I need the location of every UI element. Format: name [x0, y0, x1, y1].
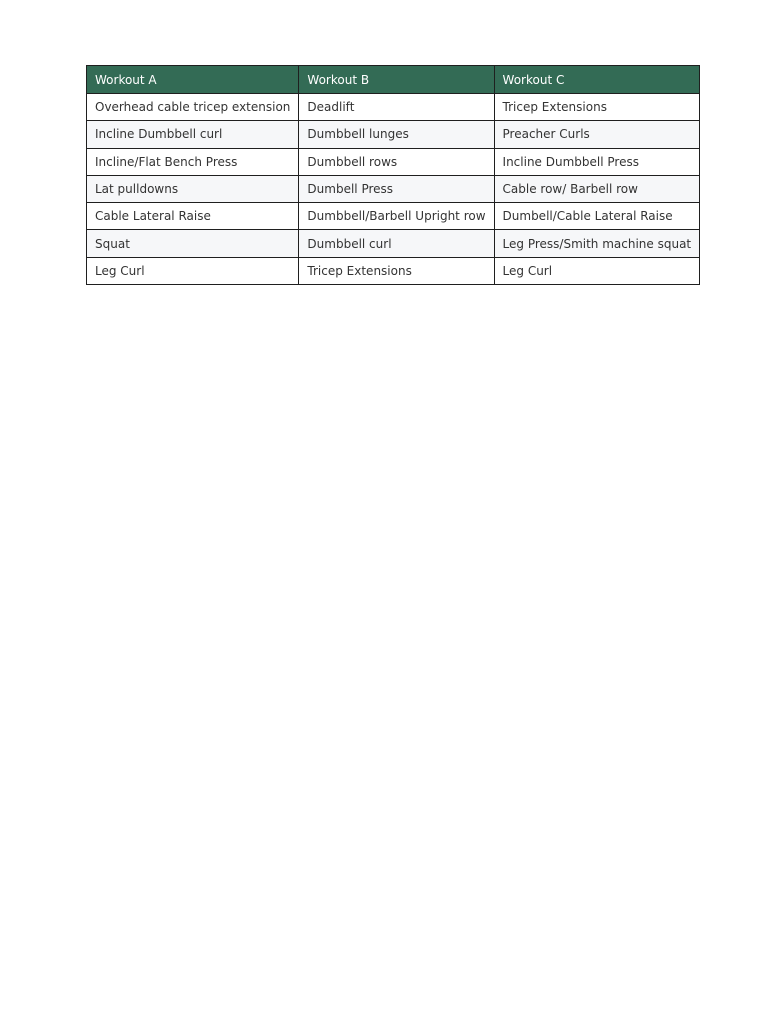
header-workout-c: Workout C: [494, 66, 700, 94]
table-cell: Overhead cable tricep extension: [87, 94, 299, 121]
table-header-row: [87, 66, 700, 94]
table-row: [87, 175, 700, 202]
header-workout-a: Workout A: [87, 66, 299, 94]
workout-table: [86, 65, 700, 285]
table-cell: Tricep Extensions: [494, 94, 700, 121]
table-cell: Incline Dumbbell Press: [494, 148, 700, 175]
table-cell: Dumbell/Cable Lateral Raise: [494, 203, 700, 230]
table-row: [87, 148, 700, 175]
table-cell: Dumbbell/Barbell Upright row: [299, 203, 494, 230]
table-cell: Incline Dumbbell curl: [87, 121, 299, 148]
table-cell: Deadlift: [299, 94, 494, 121]
table-cell: Cable row/ Barbell row: [494, 175, 700, 202]
table-row: [87, 203, 700, 230]
table-row: [87, 257, 700, 284]
table-cell: Leg Press/Smith machine squat: [494, 230, 700, 257]
table-cell: Dumbbell rows: [299, 148, 494, 175]
table-cell: Cable Lateral Raise: [87, 203, 299, 230]
table-cell: Dumbell Press: [299, 175, 494, 202]
table-cell: Lat pulldowns: [87, 175, 299, 202]
table-row: [87, 94, 700, 121]
table-cell: Squat: [87, 230, 299, 257]
table-cell: Leg Curl: [494, 257, 700, 284]
table-row: [87, 230, 700, 257]
table-cell: Incline/Flat Bench Press: [87, 148, 299, 175]
header-workout-b: Workout B: [299, 66, 494, 94]
table-cell: Dumbbell lunges: [299, 121, 494, 148]
table-row: [87, 121, 700, 148]
table-cell: Tricep Extensions: [299, 257, 494, 284]
table-cell: Preacher Curls: [494, 121, 700, 148]
table-cell: Dumbbell curl: [299, 230, 494, 257]
table-cell: Leg Curl: [87, 257, 299, 284]
